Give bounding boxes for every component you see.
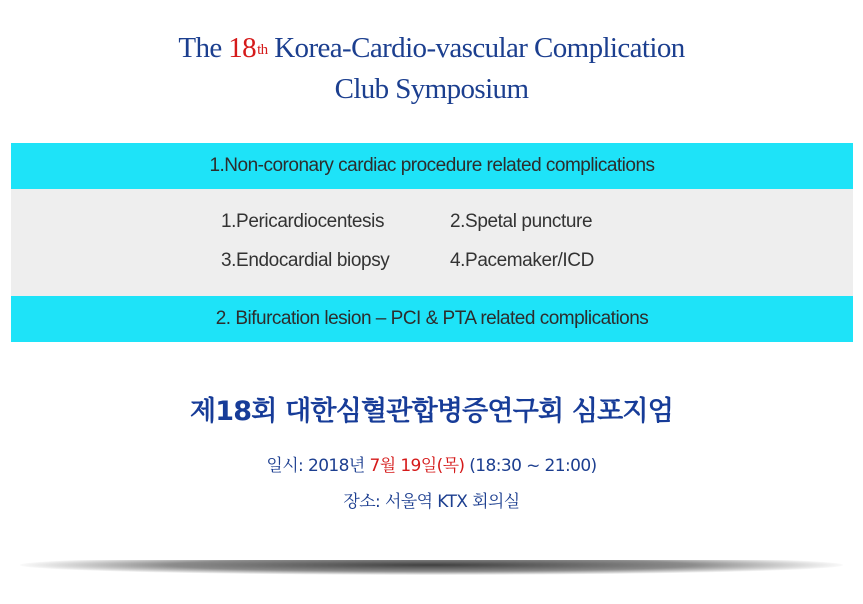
topic-item-1: 1.Pericardiocentesis	[221, 211, 385, 232]
section2-heading: 2. Bifurcation lesion – PCI & PTA related complications	[11, 296, 853, 342]
symposium-title	[0, 28, 863, 110]
title-line-2: Club Symposium	[334, 73, 529, 105]
date-highlight: 7월 19일(목)	[369, 456, 465, 476]
date-prefix: 일시: 2018년	[266, 456, 370, 476]
title-ordinal: th	[257, 42, 268, 58]
title-line-1	[0, 28, 863, 69]
title-number: 18	[228, 32, 257, 64]
section1-heading: 1.Non-coronary cardiac procedure related complications	[11, 143, 853, 189]
korean-title: 제18회 대한심혈관합병증연구회 심포지엄	[190, 396, 673, 427]
topic-item-3: 3.Endocardial biopsy	[221, 250, 390, 271]
venue-line: 장소: 서울역 KTX 회의실	[343, 492, 520, 512]
date-time: (18:30 ~ 21:00)	[464, 456, 597, 476]
title-line1-rest: Korea-Cardio-vascular Complication	[267, 32, 685, 64]
date-line	[0, 451, 863, 476]
section1-topics-panel	[11, 189, 853, 296]
card-bottom	[11, 540, 853, 560]
topic-item-2: 2.Spetal puncture	[450, 211, 593, 232]
title-prefix: The	[178, 32, 229, 64]
topic-item-4: 4.Pacemaker/ICD	[450, 250, 594, 271]
